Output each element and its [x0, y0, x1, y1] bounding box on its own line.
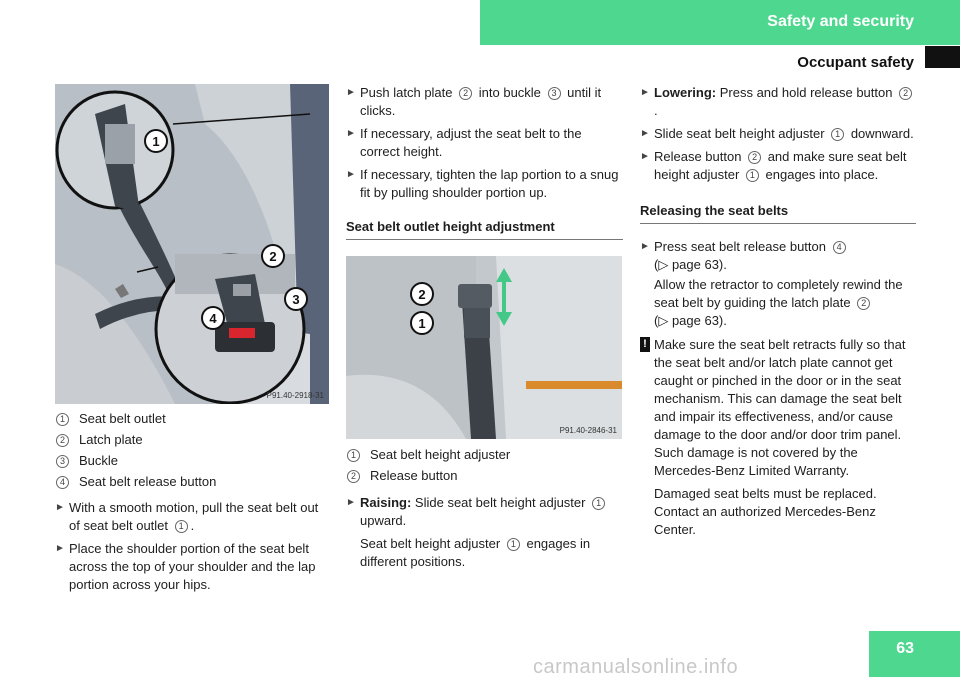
- instruction-step: [55, 540, 330, 594]
- legend-item: [55, 473, 330, 491]
- arrow-icon: ►: [55, 502, 65, 513]
- instruction-step: [640, 148, 916, 184]
- step-text: With a smooth motion, pull the seat belt out of seat belt outlet: [69, 500, 319, 533]
- legend-item: [55, 431, 330, 449]
- arrow-icon: ►: [346, 497, 356, 508]
- column-2-lower: [346, 446, 623, 576]
- legend-number: 1: [347, 449, 360, 462]
- legend-number: 2: [347, 470, 360, 483]
- step-text: .: [190, 518, 195, 533]
- instruction-step: [346, 125, 623, 161]
- callout-2: 2: [410, 282, 434, 306]
- step-text: Seat belt height adjuster: [360, 536, 501, 551]
- step-label: Raising:: [360, 495, 412, 510]
- step-text: Press and hold release button: [719, 85, 893, 100]
- subsection-title: Occupant safety: [797, 54, 914, 71]
- legend-text: Latch plate: [79, 432, 143, 447]
- ref-number: 2: [748, 151, 761, 164]
- step-text: Push latch plate: [360, 85, 453, 100]
- column-2: [346, 84, 623, 254]
- ref-number: 2: [899, 87, 912, 100]
- legend-text: Seat belt release button: [79, 474, 217, 489]
- page-number-box: [869, 631, 960, 677]
- header-tab-marker: [925, 46, 960, 68]
- arrow-icon: ►: [640, 241, 650, 252]
- warning-icon: !: [640, 337, 650, 352]
- instruction-step: [346, 494, 623, 530]
- height-adjuster-illustration: [346, 256, 622, 439]
- step-text: into buckle: [478, 85, 541, 100]
- arrow-icon: ►: [640, 87, 650, 98]
- height-adjuster-figure: [346, 256, 622, 439]
- step-text: If necessary, tighten the lap portion to a snug fit by pulling shoulder portion up.: [360, 167, 619, 200]
- legend-text: Buckle: [79, 453, 119, 468]
- ref-number: 1: [592, 497, 605, 510]
- legend-number: 2: [56, 434, 69, 447]
- warning-text: Make sure the seat belt retracts fully so that the seat belt and/or latch plate cannot get caught or pinched in the door or in the seat mechanism. This can damage the seat belt and impair its effectiveness, and/or cause damage to the door and/or door trim panel. Such damage is not covered by the Mercedes-Benz Limited Warranty.: [654, 337, 906, 478]
- callout-4: 4: [201, 306, 225, 330]
- step-text: until it clicks.: [360, 85, 602, 118]
- callout-2: 2: [261, 244, 285, 268]
- figure-code: P91.40-2846-31: [559, 426, 617, 435]
- callout-1: 1: [144, 129, 168, 153]
- legend-text: Release button: [370, 468, 458, 483]
- step-text: Slide seat belt height adjuster: [414, 495, 586, 510]
- note-text: Damaged seat belts must be replaced. Contact an authorized Mercedes-Benz Center.: [654, 486, 877, 537]
- page-number: 63: [896, 640, 914, 657]
- step-text: Allow the retractor to completely rewind the seat belt by guiding the latch plate: [654, 277, 903, 310]
- legend-number: 3: [56, 455, 69, 468]
- step-text: engages in different positions.: [360, 536, 591, 569]
- note-text: [346, 535, 623, 571]
- step-text: Place the shoulder portion of the seat belt across the top of your shoulder and the lap portion across your hips.: [69, 541, 316, 592]
- note-text: [640, 276, 916, 330]
- instruction-step: [346, 84, 623, 120]
- legend-item: [55, 452, 330, 470]
- ref-number: 3: [548, 87, 561, 100]
- callout-1: 1: [410, 311, 434, 335]
- column-3: [640, 84, 916, 544]
- step-text: and make sure seat belt height adjuster: [654, 149, 907, 182]
- ref-number: 1: [746, 169, 759, 182]
- step-text: upward.: [360, 513, 407, 528]
- ref-number: 2: [857, 297, 870, 310]
- section-heading: Seat belt outlet height adjustment: [346, 218, 623, 240]
- ref-number: 1: [507, 538, 520, 551]
- seat-belt-figure: [55, 84, 329, 404]
- arrow-icon: ►: [55, 543, 65, 554]
- instruction-step: [346, 166, 623, 202]
- legend-text: Seat belt outlet: [79, 411, 166, 426]
- step-text: Press seat belt release button: [654, 239, 826, 254]
- legend-item: [55, 410, 330, 428]
- figure-code: P91.40-2918-31: [266, 391, 324, 400]
- arrow-icon: ►: [346, 87, 356, 98]
- step-text: If necessary, adjust the seat belt to the correct height.: [360, 126, 582, 159]
- legend-text: Seat belt height adjuster: [370, 447, 511, 462]
- ref-number: 4: [833, 241, 846, 254]
- seat-belt-illustration: [55, 84, 329, 404]
- section-heading: Releasing the seat belts: [640, 202, 916, 224]
- legend-item: [346, 467, 623, 485]
- ref-number: 1: [175, 520, 188, 533]
- instruction-step: [55, 499, 330, 535]
- arrow-icon: ►: [346, 128, 356, 139]
- arrow-icon: ►: [640, 151, 650, 162]
- step-text: engages into place.: [765, 167, 879, 182]
- instruction-step: [640, 238, 916, 274]
- step-text: downward.: [850, 126, 914, 141]
- ref-number: 2: [459, 87, 472, 100]
- ref-number: 1: [831, 128, 844, 141]
- arrow-icon: ►: [346, 169, 356, 180]
- column-1: [55, 410, 330, 599]
- legend-number: 1: [56, 413, 69, 426]
- legend-number: 4: [56, 476, 69, 489]
- legend-item: [346, 446, 623, 464]
- callout-3: 3: [284, 287, 308, 311]
- instruction-step: [640, 84, 916, 120]
- step-text: Slide seat belt height adjuster: [654, 126, 825, 141]
- page-ref-link[interactable]: (▷ page 63).: [654, 257, 727, 272]
- arrow-icon: ►: [640, 128, 650, 139]
- watermark-text: carmanualsonline.info: [533, 656, 739, 678]
- warning-note: [640, 336, 916, 480]
- step-text: Release button: [654, 149, 742, 164]
- step-label: Lowering:: [654, 85, 717, 100]
- page-ref-link[interactable]: (▷ page 63).: [654, 313, 727, 328]
- instruction-step: [640, 125, 916, 143]
- step-text: .: [654, 103, 658, 118]
- section-title: Safety and security: [767, 13, 914, 30]
